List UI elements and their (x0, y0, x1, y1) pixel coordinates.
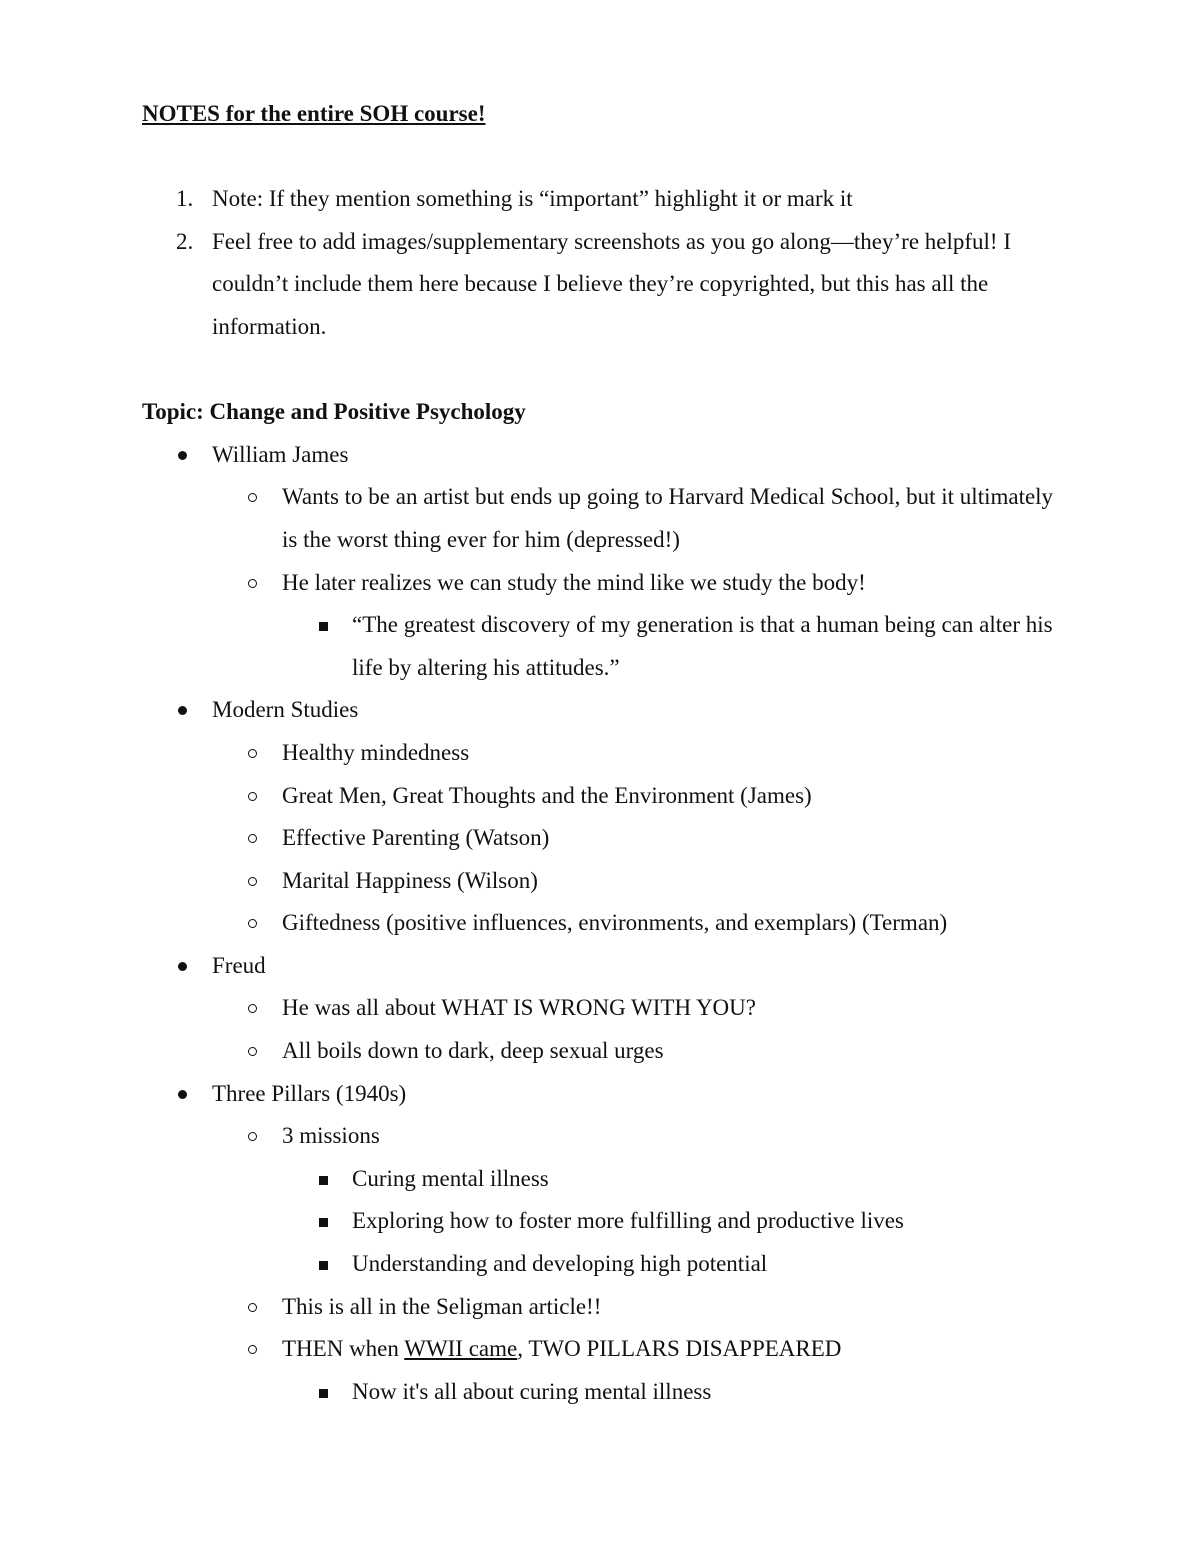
item-text: All boils down to dark, deep sexual urges (282, 1038, 664, 1064)
list-item (282, 1371, 1072, 1414)
underlined-text: WWII came (404, 1336, 518, 1362)
bullet-circle-icon (248, 919, 257, 928)
list-item (212, 1030, 1072, 1073)
list-item (212, 902, 1072, 945)
section-heading: Three Pillars (1940s) (212, 1080, 407, 1106)
bullet-square-icon (319, 622, 328, 631)
note-text: Feel free to add images/supplementary screenshots as you go along—they’re helpful! I couldn’t include them here because I believe they’re copyrighted, but this has all the information. (212, 228, 1012, 339)
item-text: Wants to be an artist but ends up going to Harvard Medical School, but it ultimately is the worst thing ever for him (depressed!) (282, 484, 1054, 552)
list-item (282, 604, 1072, 689)
spacer (142, 349, 1072, 392)
spacer (142, 136, 1072, 179)
list-item (212, 732, 1072, 775)
list-item (212, 817, 1072, 860)
list-item (142, 434, 1072, 690)
bullet-circle-icon (248, 792, 257, 801)
bullet-square-icon (319, 1176, 328, 1185)
list-item (142, 689, 1072, 945)
item-text: Marital Happiness (Wilson) (282, 867, 538, 893)
bullet-disc-icon (178, 1090, 187, 1099)
item-text: Healthy mindedness (282, 739, 470, 765)
bullet-square-icon (319, 1389, 328, 1398)
bullet-disc-icon (178, 706, 187, 715)
bullet-circle-icon (248, 1303, 257, 1312)
item-text: This is all in the Seligman article!! (282, 1293, 602, 1319)
notes-list (142, 178, 1072, 348)
bullet-square-icon (319, 1218, 328, 1227)
list-number: 2. (176, 228, 194, 254)
item-text: Curing mental illness (352, 1165, 549, 1191)
item-text: He was all about WHAT IS WRONG WITH YOU? (282, 995, 756, 1021)
list-item (212, 860, 1072, 903)
item-text: He later realizes we can study the mind like we study the body! (282, 569, 866, 595)
document-title: NOTES for the entire SOH course! (142, 101, 486, 126)
sub-list (212, 476, 1072, 689)
item-text-before: THEN when (282, 1336, 405, 1362)
bullet-circle-icon (248, 493, 257, 502)
bullet-disc-icon (178, 962, 187, 971)
sub-list (212, 987, 1072, 1072)
item-text: Understanding and developing high potential (352, 1251, 768, 1277)
section-heading: William James (212, 441, 349, 467)
list-item (282, 1200, 1072, 1243)
item-text: Effective Parenting (Watson) (282, 825, 550, 851)
bullet-square-icon (319, 1261, 328, 1270)
bullet-circle-icon (248, 749, 257, 758)
sub-list (212, 1115, 1072, 1413)
item-text: Exploring how to foster more fulfilling and productive lives (352, 1208, 904, 1234)
sub-list (282, 604, 1072, 689)
list-item (212, 1115, 1072, 1285)
item-text: Now it's all about curing mental illness (352, 1378, 712, 1404)
topic-heading: Topic: Change and Positive Psychology (142, 399, 526, 425)
list-item (142, 221, 1072, 349)
section-heading: Modern Studies (212, 697, 359, 723)
item-text-after: , TWO PILLARS DISAPPEARED (517, 1336, 842, 1362)
list-item (212, 1286, 1072, 1329)
list-item (282, 1243, 1072, 1286)
list-item (212, 562, 1072, 690)
list-item (142, 1073, 1072, 1414)
bullet-circle-icon (248, 579, 257, 588)
sub-list (212, 732, 1072, 945)
quote-text: “The greatest discovery of my generation is that a human being can alter his life by altering his attitudes.” (352, 612, 1053, 680)
list-item (282, 1158, 1072, 1201)
list-number: 1. (176, 186, 194, 212)
section-heading: Freud (212, 952, 266, 978)
bullet-circle-icon (248, 1345, 257, 1354)
bullet-disc-icon (178, 451, 187, 460)
bullet-circle-icon (248, 1132, 257, 1141)
topic-outline (142, 434, 1072, 1414)
list-item (142, 945, 1072, 1073)
list-item (212, 775, 1072, 818)
bullet-circle-icon (248, 1047, 257, 1056)
note-text: Note: If they mention something is “important” highlight it or mark it (212, 186, 853, 212)
document-page (142, 93, 1072, 1413)
bullet-circle-icon (248, 1004, 257, 1013)
item-text: 3 missions (282, 1123, 380, 1149)
sub-list (282, 1371, 1072, 1414)
item-text: Giftedness (positive influences, environments, and exemplars) (Terman) (282, 910, 948, 936)
sub-list (282, 1158, 1072, 1286)
list-item (142, 178, 1072, 221)
bullet-circle-icon (248, 877, 257, 886)
bullet-circle-icon (248, 834, 257, 843)
list-item (212, 1328, 1072, 1413)
list-item (212, 476, 1072, 561)
item-text: Great Men, Great Thoughts and the Environment (James) (282, 782, 812, 808)
list-item (212, 987, 1072, 1030)
